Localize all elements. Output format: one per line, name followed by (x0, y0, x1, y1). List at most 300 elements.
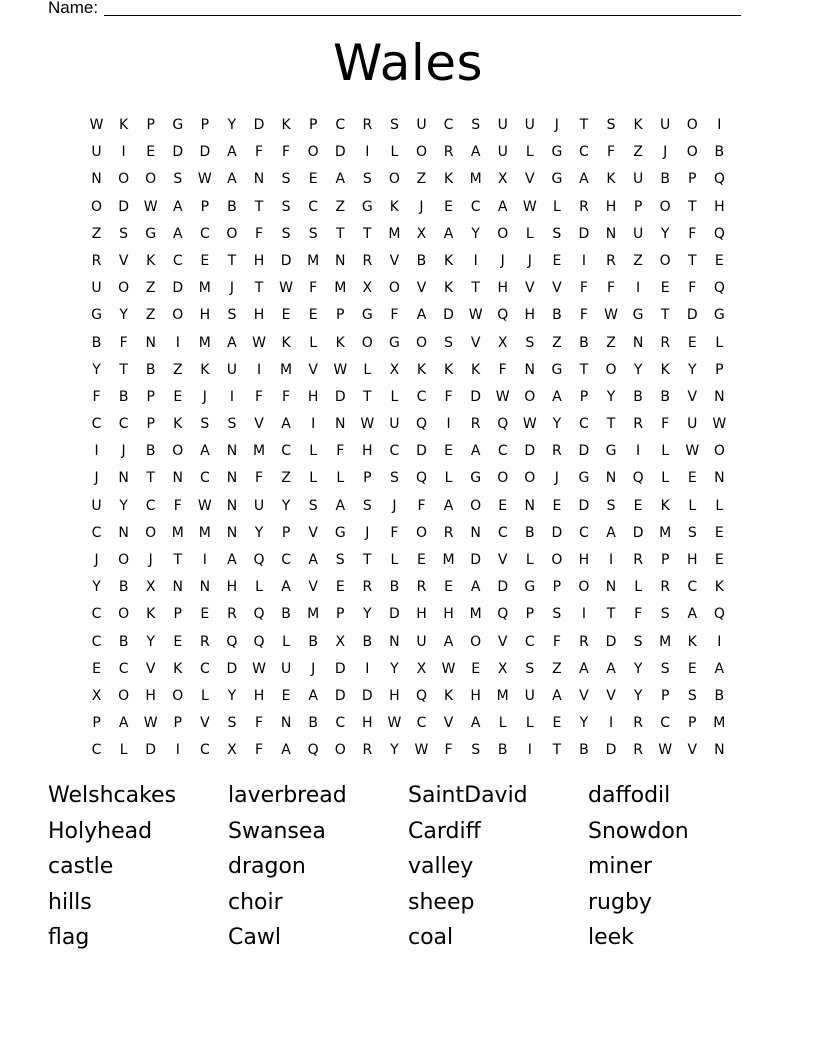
grid-letter: B (497, 742, 508, 759)
grid-row (83, 656, 733, 683)
grid-letter: L (525, 225, 534, 242)
grid-row (83, 112, 733, 139)
grid-letter: H (686, 552, 698, 568)
grid-letter: C (118, 660, 129, 677)
grid-letter: S (389, 117, 399, 133)
word-list-item: Swansea (228, 818, 326, 844)
grid-letter: G (361, 198, 373, 215)
grid-letter: Y (227, 687, 237, 704)
grid-letter: S (362, 171, 372, 188)
grid-letter: S (687, 524, 697, 541)
grid-letter: T (363, 388, 372, 405)
grid-letter: E (444, 579, 453, 596)
grid-letter: K (389, 198, 399, 215)
grid-letter: Y (660, 225, 670, 242)
grid-letter: Y (633, 687, 643, 704)
grid-letter: I (717, 117, 722, 133)
grid-letter: M (252, 443, 266, 460)
grid-letter: N (605, 470, 617, 487)
grid-letter: B (118, 388, 129, 405)
grid-letter: Z (552, 334, 562, 351)
grid-letter: R (416, 579, 427, 596)
grid-letter: Z (606, 334, 616, 351)
grid-letter: H (578, 552, 590, 568)
grid-letter: R (660, 334, 671, 351)
grid-letter: J (554, 117, 559, 133)
grid-letter: Q (253, 633, 265, 650)
grid-letter: A (470, 443, 481, 460)
grid-letter: G (605, 443, 617, 460)
grid-letter: Q (415, 470, 427, 487)
grid-letter: C (389, 443, 400, 460)
grid-letter: E (308, 171, 318, 188)
grid-letter: Q (415, 687, 427, 704)
grid-letter: H (362, 443, 373, 460)
grid-letter: F (444, 742, 453, 759)
grid-letter: A (443, 225, 454, 242)
grid-letter: D (389, 606, 400, 623)
grid-letter: F (579, 280, 588, 297)
grid-letter: K (443, 252, 454, 269)
grid-letter: O (388, 280, 400, 297)
grid-letter: G (632, 307, 644, 324)
grid-letter: W (604, 307, 618, 324)
grid-letter: M (307, 606, 320, 623)
grid-letter: C (524, 633, 535, 650)
grid-letter: W (89, 117, 104, 133)
grid-letter: L (390, 388, 399, 405)
grid-row (83, 139, 733, 166)
grid-letter: V (687, 388, 698, 405)
grid-letter: D (578, 497, 590, 514)
grid-letter: I (229, 388, 234, 405)
grid-letter: D (470, 552, 482, 568)
grid-letter: J (392, 497, 397, 514)
grid-letter: R (633, 552, 643, 568)
grid-letter: O (605, 361, 617, 378)
grid-letter: S (525, 334, 535, 351)
grid-letter: D (145, 742, 157, 759)
grid-letter: D (443, 307, 454, 324)
grid-letter: K (633, 117, 643, 133)
grid-letter: A (308, 687, 318, 704)
grid-letter: M (442, 552, 455, 568)
grid-letter: H (145, 687, 156, 704)
grid-letter: S (281, 225, 291, 242)
grid-letter: U (497, 144, 508, 161)
grid-letter: Y (119, 497, 128, 514)
grid-letter: P (146, 388, 155, 405)
grid-letter: F (92, 388, 101, 405)
grid-letter: M (713, 715, 726, 732)
grid-letter: R (443, 144, 454, 161)
grid-row (83, 248, 733, 275)
grid-letter: E (471, 660, 481, 677)
grid-letter: U (687, 416, 698, 433)
grid-letter: F (282, 388, 291, 405)
grid-letter: D (524, 443, 536, 460)
grid-letter: G (361, 307, 373, 324)
grid-letter: Q (497, 416, 509, 433)
grid-letter: N (605, 579, 617, 596)
grid-letter: R (579, 633, 589, 650)
grid-letter: W (143, 715, 158, 732)
grid-letter: K (281, 117, 291, 133)
grid-letter: E (660, 280, 670, 297)
grid-letter: A (714, 660, 725, 677)
grid-letter: P (146, 416, 155, 433)
grid-letter: B (633, 388, 643, 405)
grid-letter: S (606, 117, 616, 133)
grid-letter: B (308, 633, 318, 650)
grid-row (83, 520, 733, 547)
grid-letter: P (200, 198, 210, 215)
grid-letter: V (606, 687, 616, 704)
grid-letter: T (119, 361, 128, 378)
grid-letter: R (579, 198, 589, 215)
grid-letter: O (415, 524, 427, 541)
grid-letter: M (307, 252, 320, 269)
grid-row (83, 357, 733, 384)
grid-letter: N (280, 715, 292, 732)
grid-letter: L (309, 334, 318, 351)
grid-row (83, 194, 733, 221)
grid-letter: K (173, 660, 183, 677)
grid-letter: R (633, 416, 643, 433)
grid-letter: I (175, 334, 180, 351)
grid-letter: B (660, 171, 670, 188)
grid-letter: L (282, 633, 290, 650)
grid-row (83, 683, 733, 710)
grid-letter: R (660, 579, 671, 596)
grid-letter: G (334, 524, 346, 541)
grid-letter: V (416, 280, 427, 297)
grid-letter: P (715, 361, 724, 378)
grid-letter: W (712, 416, 727, 433)
grid-letter: B (714, 687, 725, 704)
grid-letter: L (444, 470, 453, 487)
grid-letter: V (118, 252, 129, 269)
grid-letter: W (522, 416, 537, 433)
grid-letter: W (387, 715, 402, 732)
grid-letter: S (471, 742, 481, 759)
grid-letter: V (470, 334, 481, 351)
grid-letter: X (389, 361, 400, 378)
grid-letter: Y (390, 742, 399, 759)
grid-letter: O (524, 470, 536, 487)
grid-letter: D (578, 443, 590, 460)
grid-letter: C (308, 198, 319, 215)
grid-letter: A (579, 171, 589, 188)
grid-letter: B (524, 524, 535, 541)
page-title: Wales (332, 34, 484, 92)
grid-letter: J (229, 280, 234, 297)
grid-letter: P (336, 307, 345, 324)
grid-letter: S (660, 606, 670, 623)
grid-letter: H (253, 252, 265, 269)
grid-letter: W (252, 660, 266, 677)
grid-letter: A (606, 660, 616, 677)
grid-letter: L (525, 144, 534, 161)
grid-letter: T (606, 416, 616, 433)
grid-letter: G (578, 470, 590, 487)
grid-letter: N (524, 361, 536, 378)
grid-row (83, 166, 733, 193)
grid-letter: N (226, 497, 238, 514)
grid-letter: F (173, 497, 182, 514)
grid-letter: A (281, 579, 291, 596)
grid-letter: C (172, 252, 183, 269)
grid-letter: D (334, 660, 346, 677)
grid-letter: S (660, 660, 670, 677)
grid-letter: X (145, 579, 156, 596)
grid-letter: C (579, 416, 589, 433)
grid-letter: E (308, 307, 318, 324)
grid-letter: P (660, 552, 670, 568)
grid-letter: F (579, 307, 588, 324)
grid-letter: F (254, 470, 264, 487)
grid-letter: Q (253, 606, 265, 623)
grid-letter: E (498, 497, 508, 514)
grid-letter: L (661, 443, 670, 460)
grid-letter: W (685, 443, 700, 460)
grid-row (83, 330, 733, 357)
grid-letter: C (145, 497, 156, 514)
grid-letter: Z (416, 171, 427, 188)
grid-letter: F (498, 361, 507, 378)
grid-letter: T (227, 252, 237, 269)
grid-letter: C (91, 416, 102, 433)
grid-letter: S (606, 497, 616, 514)
grid-letter: K (443, 361, 454, 378)
grid-letter: Y (119, 307, 128, 324)
grid-letter: P (173, 606, 182, 623)
grid-letter: U (91, 497, 102, 514)
grid-letter: C (199, 660, 210, 677)
word-list-item: Cawl (228, 925, 281, 950)
grid-letter: Q (713, 225, 725, 242)
grid-letter: C (199, 225, 210, 242)
grid-letter: S (335, 552, 345, 568)
grid-letter: F (634, 606, 643, 623)
grid-letter: J (500, 252, 505, 269)
grid-letter: S (389, 470, 399, 487)
grid-letter: M (198, 524, 211, 541)
grid-letter: K (335, 334, 345, 351)
grid-letter: F (661, 416, 670, 433)
grid-letter: E (687, 334, 697, 351)
grid-letter: F (688, 225, 697, 242)
grid-letter: R (199, 633, 210, 650)
grid-letter: G (551, 144, 563, 161)
grid-letter: W (252, 334, 266, 351)
grid-letter: D (551, 524, 563, 541)
grid-letter: V (497, 633, 508, 650)
grid-letter: V (552, 280, 562, 297)
grid-letter: U (91, 144, 102, 161)
grid-letter: L (309, 470, 318, 487)
grid-letter: K (443, 171, 454, 188)
grid-letter: E (687, 470, 697, 487)
grid-letter: U (660, 117, 671, 133)
grid-letter: W (197, 497, 212, 514)
grid-letter: E (633, 497, 643, 514)
word-list-item: valley (408, 854, 474, 879)
grid-letter: D (172, 144, 184, 161)
grid-letter: O (145, 524, 157, 541)
word-list-item: hills (48, 889, 92, 915)
grid-letter: Q (226, 633, 238, 650)
grid-letter: B (281, 606, 291, 623)
grid-letter: D (226, 660, 238, 677)
grid-letter: O (659, 198, 671, 215)
grid-letter: I (446, 416, 451, 433)
grid-letter: I (581, 606, 587, 623)
grid-letter: A (443, 497, 454, 514)
grid-letter: L (119, 742, 128, 759)
grid-letter: S (200, 416, 210, 433)
grid-letter: E (714, 552, 724, 568)
grid-letter: E (335, 579, 345, 596)
grid-letter: M (659, 633, 672, 650)
grid-letter: O (415, 144, 427, 161)
grid-letter: P (336, 606, 345, 623)
grid-letter: Y (390, 660, 399, 677)
grid-letter: K (416, 361, 427, 378)
grid-letter: I (256, 361, 262, 378)
grid-letter: E (552, 252, 562, 269)
grid-letter: N (172, 579, 184, 596)
grid-letter: R (633, 715, 643, 732)
grid-letter: S (633, 633, 643, 650)
grid-letter: H (524, 307, 536, 324)
grid-letter: I (175, 742, 180, 759)
grid-letter: A (172, 225, 183, 242)
grid-letter: S (227, 416, 237, 433)
grid-letter: N (91, 171, 102, 188)
grid-letter: Q (253, 552, 265, 568)
grid-letter: M (469, 606, 482, 623)
grid-letter: S (308, 497, 318, 514)
grid-letter: Y (633, 361, 643, 378)
grid-letter: O (172, 443, 184, 460)
grid-letter: J (121, 443, 126, 460)
grid-letter: O (172, 687, 184, 704)
grid-letter: A (227, 144, 237, 161)
grid-letter: A (118, 715, 129, 732)
grid-letter: Y (471, 225, 480, 242)
grid-row (83, 493, 733, 520)
grid-letter: G (172, 117, 184, 133)
grid-letter: W (333, 361, 348, 378)
grid-letter: H (416, 606, 427, 623)
grid-letter: H (470, 687, 481, 704)
grid-letter: F (254, 388, 264, 405)
grid-letter: R (552, 443, 562, 460)
grid-letter: H (199, 307, 211, 324)
grid-letter: X (497, 334, 508, 351)
grid-letter: S (525, 660, 535, 677)
grid-letter: C (91, 633, 102, 650)
grid-letter: C (497, 443, 508, 460)
grid-letter: L (336, 470, 345, 487)
grid-letter: O (524, 388, 536, 405)
grid-letter: D (199, 144, 211, 161)
grid-letter: G (713, 307, 725, 324)
grid-letter: D (334, 687, 346, 704)
grid-letter: N (118, 470, 129, 487)
grid-letter: A (200, 443, 210, 460)
grid-letter: F (390, 524, 399, 541)
grid-letter: R (362, 252, 373, 269)
grid-letter: K (714, 579, 724, 596)
grid-letter: N (226, 470, 238, 487)
grid-letter: N (605, 225, 617, 242)
grid-letter: P (525, 606, 535, 623)
grid-letter: Z (552, 660, 562, 677)
grid-letter: X (91, 687, 102, 704)
grid-letter: T (173, 552, 183, 568)
grid-letter: H (443, 606, 454, 623)
grid-letter: A (470, 715, 481, 732)
grid-letter: J (663, 144, 668, 161)
grid-letter: M (334, 280, 347, 297)
grid-letter: M (469, 171, 482, 188)
grid-row (83, 547, 733, 574)
word-list-item: sheep (408, 889, 475, 915)
grid-letter: Z (172, 361, 183, 378)
grid-letter: B (145, 361, 156, 378)
word-list-item: dragon (228, 854, 306, 879)
grid-letter: X (416, 660, 427, 677)
grid-letter: I (717, 633, 722, 650)
word-list-item: rugby (588, 889, 652, 915)
grid-letter: I (94, 443, 99, 460)
grid-letter: S (444, 334, 453, 351)
grid-letter: P (552, 579, 562, 596)
grid-letter: O (118, 552, 130, 568)
grid-letter: J (148, 552, 153, 568)
grid-letter: C (660, 715, 671, 732)
grid-letter: A (579, 660, 589, 677)
grid-letter: C (281, 443, 291, 460)
grid-row (83, 465, 733, 492)
grid-letter: Y (227, 117, 237, 133)
grid-letter: F (606, 144, 616, 161)
grid-letter: A (335, 171, 346, 188)
grid-row (83, 737, 733, 764)
grid-letter: J (94, 552, 99, 568)
grid-letter: A (687, 606, 698, 623)
grid-letter: Q (713, 171, 725, 188)
grid-letter: C (199, 470, 210, 487)
grid-letter: Q (497, 606, 509, 623)
grid-letter: S (552, 225, 562, 242)
grid-row (83, 221, 733, 248)
grid-letter: O (118, 606, 130, 623)
grid-letter: U (253, 497, 265, 514)
grid-letter: A (552, 388, 562, 405)
grid-letter: K (660, 497, 670, 514)
grid-letter: D (605, 633, 617, 650)
grid-letter: N (632, 334, 644, 351)
grid-letter: P (579, 388, 589, 405)
word-list-item: miner (588, 854, 653, 879)
grid-letter: S (362, 497, 372, 514)
grid-letter: U (524, 687, 535, 704)
grid-letter: P (281, 524, 291, 541)
grid-letter: X (362, 280, 373, 297)
